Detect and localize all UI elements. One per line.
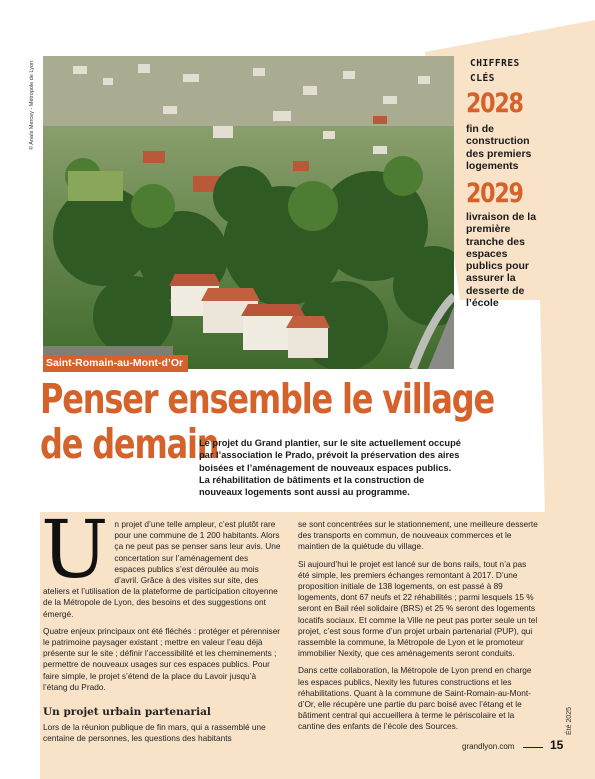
page-number: 15 (550, 738, 564, 752)
key-figure-text-2028: fin de construction des premiers logements (466, 123, 532, 172)
location-tag: Saint-Romain-au-Mont-d’Or (43, 355, 188, 372)
article-intro: Le projet du Grand plantier, sur le site actuellement occupé par l’association le Prado, prévoit la préservation des aires boisées et l’aménagement de nouveaux espaces publics. La réhabilitation de bâtiments et la construction de nouveaux logements sont aussi au programme. (199, 438, 461, 498)
footer-website: grandlyon.com (462, 742, 515, 751)
key-figures-title: CHIFFRES CLÉS (470, 58, 520, 84)
key-figure-year-2028: 2028 (466, 88, 523, 119)
article-column-2 (298, 519, 538, 739)
drop-cap: U (41, 503, 109, 596)
paragraph: Quatre enjeux principaux ont été fléchés : protéger et pérenniser le patrimoine paysager existant ; mettre en valeur l’eau déjà présente sur le site ; définir l’accessibilité et les cheminements ; permettre de nouveaux usages sur ces espaces publics. Pour faire simple, le projet s’étend de la place du Lavoir jusqu’à l’étang du Prado. (43, 625, 281, 692)
paragraph: Si aujourd’hui le projet est lancé sur de bons rails, tout n’a pas été simple, les premiers échanges remontant à 2017. D’une proposition initiale de 138 logements, on est passé à 89 logements, dont 67 neufs et 22 réhabilités ; parmi lesquels 15 % seront en Bail réel solidaire (BRS) et 25 % seront des logements locatifs sociaux. Et comme la Ville ne peut pas porter seule un tel projet, c’est sous forme d’un projet urbain partenarial (PUP), qui rassemble la commune, la Métropole de Lyon et le promoteur immobilier Nexity, que ces aménagements seront conduits. (298, 558, 538, 659)
paragraph: se sont concentrées sur le stationnement, une meilleure desserte des transports en commun, de nouveaux commerces et le maintien de la quiétude du village. (298, 519, 538, 552)
aerial-photo (43, 56, 454, 369)
paragraph: Lors de la réunion publique de fin mars, qui a rassemblé une centaine de personnes, les questions des habitants (43, 722, 266, 744)
paragraph (41, 503, 281, 620)
headline-line-1: Penser ensemble le village (40, 375, 494, 423)
issue-date: Été 2025 (566, 706, 573, 735)
photo-credit: © Anaïs Mercey - Métropole de Lyon (29, 60, 35, 150)
paragraph-text: n projet d’une telle ampleur, c’est plutôt rare pour une commune de 1 200 habitants. Alors ça ne peut pas se penser sans leur avis. Une concertation sur l’aménagement des espaces publics s’est déroulée au mois d’avril. Grâce à des visites sur site, des ateliers et l’utilisation de la plateforme de participation citoyenne de la Métropole de Lyon, des besoins et des suggestions ont émergé. (43, 519, 281, 619)
section-subheading: Un projet urbain partenarial (43, 706, 211, 719)
key-figure-text-2029: livraison de la première tranche des espaces publics pour assurer la desserte de l’école (466, 211, 537, 310)
article-column-1 (41, 503, 281, 751)
paragraph: Dans cette collaboration, la Métropole de Lyon prend en charge les espaces publics, Nexity les futures constructions et les réhabilitations. Quant à la commune de Saint-Romain-au-Mont-d’Or, elle récupère une partie du parc boisé avec l’étang et le bâtiment central qui accueillera à terme le périscolaire et la cantine des enfants de l’école des Sources. (298, 665, 532, 732)
headline-line-2: de demain (40, 420, 219, 468)
key-figure-year-2029: 2029 (466, 178, 523, 209)
footer-divider (523, 747, 543, 748)
